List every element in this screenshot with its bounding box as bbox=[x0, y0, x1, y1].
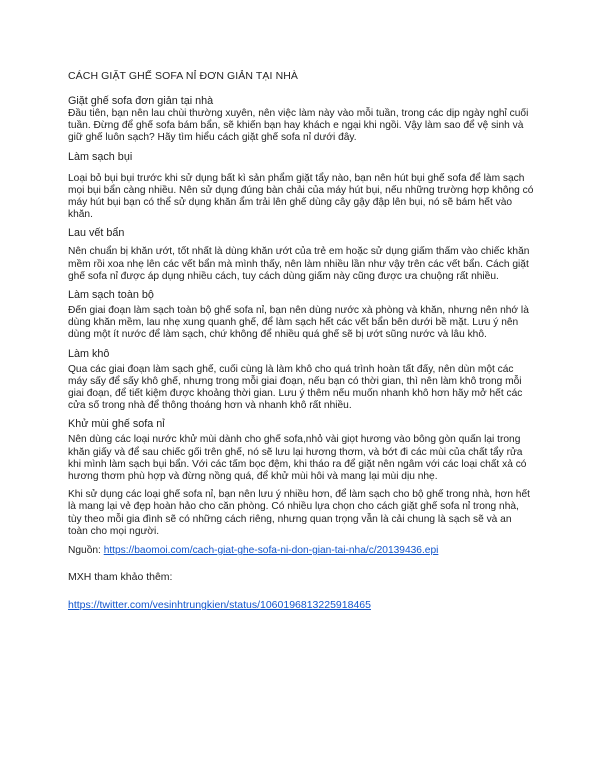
section-heading: Giặt ghế sofa đơn giản tại nhà bbox=[68, 95, 214, 107]
section-drying bbox=[68, 348, 534, 413]
section-heading: Làm khô bbox=[68, 347, 110, 360]
section-dust bbox=[68, 151, 534, 222]
reference-line bbox=[68, 599, 534, 611]
section-paragraph: Qua các giai đoạn làm sạch ghế, cuối cùng là làm khô cho quá trình hoàn tất đấy, nên dùn một các máy sấy để sấy khô ghế, nhưng trong mỗi giai đoạn, nếu bạn có thời gian, thì nên làm khô trong mỗi giai đoạn, để tiết kiệm được khoảng thời gian. Lưu ý thêm nếu muốn nhanh khô hơn hãy mở hết các cửa số trong nhà để thông thoáng hơn và nhanh khô rất nhiều. bbox=[68, 363, 523, 412]
source-line bbox=[68, 544, 534, 557]
source-link[interactable]: https://baomoi.com/cach-giat-ghe-sofa-ni-don-gian-tai-nha/c/20139436.epi bbox=[103, 545, 439, 557]
section-intro bbox=[68, 95, 534, 145]
section-paragraph: Đầu tiên, bạn nên lau chùi thường xuyên, nên việc làm này vào mỗi tuần, trong các dịp ngày nghỉ cuối tuần. Đừng để ghế sofa bám bẩn, sẽ khiến bạn hay khách e ngại khi ngồi. Vậy làm sao để vệ sinh và giữ ghế luôn sạch? Hãy tìm hiểu cách giặt ghế sofa nỉ dưới đây. bbox=[68, 108, 529, 144]
section-paragraph: Loại bỏ bụi bụi trước khi sử dụng bất kì sản phẩm giặt tẩy nào, bạn nên hút bụi ghế sofa để làm sạch mọi bụi bẩn càng nhiều. Nên sử dụng đúng bàn chải của máy hút bụi, nếu những trường hợp không có máy hút bụi bạn có thể sử dụng khăn ẩm trải lên ghế dùng cây gậy đập lên bụi, nó sẽ bám hết vào khăn. bbox=[68, 172, 534, 221]
section-deodorize bbox=[68, 418, 534, 483]
section-heading: Khử mùi ghế sofa nỉ bbox=[68, 418, 165, 431]
section-stains bbox=[68, 227, 534, 283]
conclusion-paragraph: Khi sử dụng các loại ghế sofa nỉ, bạn nên lưu ý nhiều hơn, để làm sạch cho bộ ghế trong nhà, hơn hết là mang lại vẻ đẹp hoàn hảo cho căn phòng. Có nhiều lựa chọn cho cách giặt ghế sofa nỉ trong nhà, tùy theo mỗi gia đình sẽ có những cách riêng, nhưng quan trọng vẫn là cải chung là sạch sẽ và an toàn cho mọi người. bbox=[68, 489, 530, 537]
section-paragraph: Đến giai đoạn làm sạch toàn bộ ghế sofa nỉ, bạn nên dùng nước xà phòng và khăn, nhưng nên nhớ là dùng khăn mềm, lau nhẹ xung quanh ghế, để làm sạch hết các vết bẩn bên dưới bề mặt. Lưu ý nên dùng một ít nước để làm sạch, chứ không để nhiều quá ghế sẽ bị ướt sũng nước và lâu khô. bbox=[68, 305, 529, 341]
section-heading: Làm sạch toàn bộ bbox=[68, 289, 154, 302]
reference-link[interactable]: https://twitter.com/vesinhtrungkien/status/1060196813225918465 bbox=[68, 599, 371, 612]
section-heading: Lau vết bẩn bbox=[68, 227, 125, 240]
section-full-clean bbox=[68, 289, 534, 342]
section-heading: Làm sạch bụi bbox=[68, 150, 133, 163]
section-paragraph: Nên dùng các loại nước khử mùi dành cho ghế sofa,nhỏ vài giọt hương vào bông gòn quấn lại trong khăn giấy và để sau chiếc gối trên ghế, nó sẽ lưu lại hương thơm, và bớt đi các mùi của chất tẩy rửa khi mình làm sạch bụi bẩn. Với các tấm bọc đệm, khi tháo ra để giặt nên ngâm với các loại chất xả có hương thơm phù hợp và đừng nồng quá, để khử mùi hôi và mang lại mùi dịu nhẹ. bbox=[68, 434, 527, 483]
section-conclusion bbox=[68, 489, 534, 538]
document-title: CÁCH GIẶT GHẾ SOFA NỈ ĐƠN GIẢN TẠI NHÀ bbox=[68, 70, 299, 82]
reference-label: MXH tham khảo thêm: bbox=[68, 571, 173, 584]
section-paragraph: Nên chuẩn bị khăn ướt, tốt nhất là dùng khăn ướt của trẻ em hoặc sử dụng giấm thấm vào chiếc khăn mềm rồi xoa nhẹ lên các vết bẩn mà mình thấy, nên làm nhiều lần như vậy trên các vết bẩn. Cách giặt ghế sofa nỉ được áp dụng nhiều cách, tuy cách dùng giấm này cũng được ưa chuộng rất nhiều. bbox=[68, 246, 530, 282]
source-label: Nguồn: bbox=[68, 545, 104, 557]
